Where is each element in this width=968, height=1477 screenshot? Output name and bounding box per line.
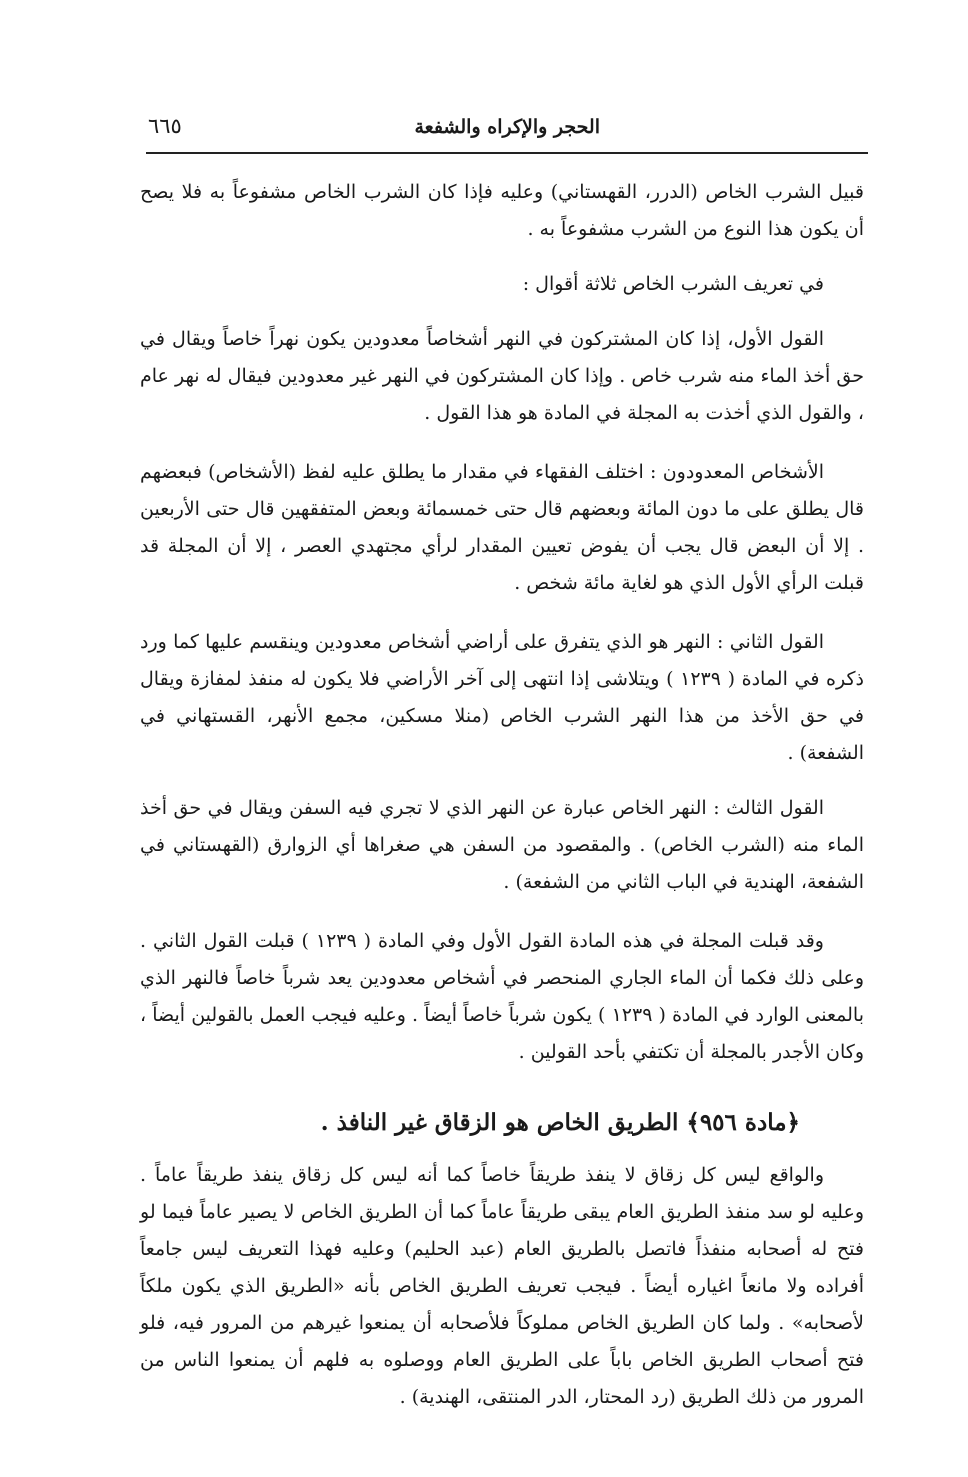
article-body: والواقع ليس كل زقاق لا ينفذ طريقاً خاصاً كما أنه ليس كل زقاق ينفذ طريقاً عاماً . وعليه لو سد منفذ الطريق العام يبقى طريقاً عاماً كما أن الطريق الخاص لا يصير عاماً فيما لو فتح له أصحابه منفذاً فاتصل بالطريق العام (عبد الحليم) وعليه فهذا التعريف ليس جامعاً أفراده ولا مانعاً اغياره أيضاً . فيجب تعريف الطريق الخاص بأنه «الطريق الذي يكون ملكاً لأصحابه» . ولما كان الطريق الخاص مملوكاً فلأصحابه أن يمنعوا غيرهم من المرور فيه، فلو فتح أصحاب الطريق الخاص باباً على الطريق العام ووصلوه به فلهم أن يمنعوا الناس من المرور من ذلك الطريق (رد المحتار، الدر المنتقى، الهندية) . xyxy=(140,1164,864,1408)
page-body xyxy=(140,174,864,1438)
paragraph-counted-persons: الأشخاص المعدودون : اختلف الفقهاء في مقدار ما يطلق عليه لفظ (الأشخاص) فبعضهم قال يطلق على ما دون المائة وبعضهم قال حتى خمسمائة وبعض المتفقهين قال حتى الأربعين . إلا أن البعض قال يجب أن يفوض تعيين المقدار لرأي مجتهدي العصر ، إلا أن المجلة قد قبلت الرأي الأول الذي هو لغاية مائة شخص . xyxy=(140,461,864,594)
paragraph-definition-intro: في تعريف الشرب الخاص ثلاثة أقوال : xyxy=(522,273,824,295)
paragraph-conclusion: وقد قبلت المجلة في هذه المادة القول الأول وفي المادة ( ١٢٣٩ ) قبلت القول الثاني . وعلى ذلك فكما أن الماء الجاري المنحصر في أشخاص معدودين يعد شرباً خاصاً فالنهر الذي بالمعنى الوارد في المادة ( ١٢٣٩ ) يكون شرباً خاصاً أيضاً . وعليه فيجب العمل بالقولين أيضاً ، وكان الأجدر بالمجلة أن تكتفي بأحد القولين . xyxy=(140,930,864,1063)
page-number: ٦٦٥ xyxy=(148,114,182,138)
article-heading: ﴿مادة ٩٥٦﴾ الطريق الخاص هو الزقاق غير النافذ . xyxy=(320,1109,800,1136)
chapter-title: الحجر والإكراه والشفعة xyxy=(414,116,600,138)
paragraph-first-opinion: القول الأول، إذا كان المشتركون في النهر أشخاصاً معدودين يكون نهراً خاصاً ويقال في حق أخذ الماء منه شرب خاص . وإذا كان المشتركون في النهر غير معدودين فيقال له نهر عام ، والقول الذي أخذت به المجلة في المادة هو هذا القول . xyxy=(140,328,864,424)
paragraph-third-opinion: القول الثالث : النهر الخاص عبارة عن النهر الذي لا تجري فيه السفن ويقال في حق أخذ الماء منه (الشرب الخاص) . والمقصود من السفن هي صغراها أي الزوارق (القهستاني في الشفعة، الهندية في الباب الثاني من الشفعة) . xyxy=(140,797,864,893)
paragraph-second-opinion: القول الثاني : النهر هو الذي يتفرق على أراضي أشخاص معدودين وينقسم عليها كما ورد ذكره في المادة ( ١٢٣٩ ) ويتلاشى إذا انتهى إلى آخر الأراضي فلا يكون له منفذ لمفازة ويقال في حق الأخذ من هذا النهر الشرب الخاص (منلا مسكين، مجمع الأنهر، القستهاني في الشفعة) . xyxy=(140,631,864,764)
header-divider xyxy=(146,152,868,154)
paragraph-continuation: قبيل الشرب الخاص (الدرر، القهستاني) وعليه فإذا كان الشرب الخاص مشفوعاً به فلا يصح أن يكون هذا النوع من الشرب مشفوعاً به . xyxy=(140,181,864,240)
running-header xyxy=(148,108,868,148)
